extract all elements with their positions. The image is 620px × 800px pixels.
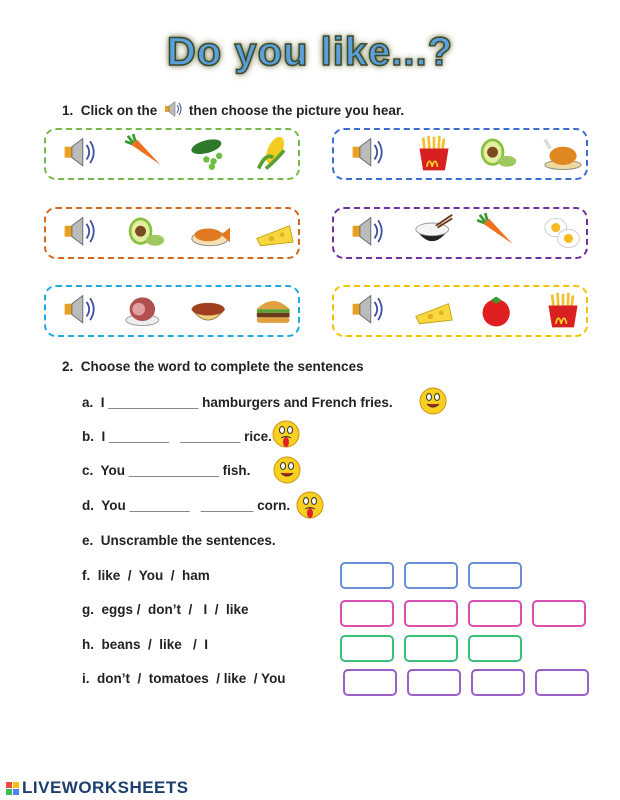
picture-option-french-fries-icon[interactable] [540, 289, 587, 333]
speaker-button-speaker-icon[interactable] [346, 289, 393, 333]
answer-drop-box[interactable] [471, 669, 525, 696]
answer-drop-box[interactable] [404, 600, 458, 627]
speaker-button-speaker-icon[interactable] [58, 132, 105, 176]
instruction-text: then choose the picture you hear. [188, 103, 405, 118]
instruction-number: 2. [62, 359, 74, 374]
answer-drop-box[interactable] [404, 635, 458, 662]
happy-face-icon [418, 386, 448, 416]
sentence-text: don’t / tomatoes / like / You [97, 671, 286, 686]
listening-box [44, 285, 300, 337]
picture-option-avocado-icon[interactable] [123, 211, 170, 255]
sentence-d [82, 498, 290, 513]
listening-box [44, 128, 300, 180]
sentence-a [82, 395, 393, 410]
answer-drop-box[interactable] [468, 562, 522, 589]
picture-option-beans-icon[interactable] [187, 289, 234, 333]
sentence-text: You ____________ fish. [100, 463, 251, 478]
picture-option-cheese-icon[interactable] [252, 211, 299, 255]
sentence-letter: d. [82, 498, 94, 513]
listening-box [332, 285, 588, 337]
speaker-icon [161, 99, 185, 119]
picture-option-peas-icon[interactable] [187, 132, 234, 176]
picture-option-carrot-icon[interactable] [123, 132, 170, 176]
sentence-i [82, 671, 286, 686]
sentence-text: I ____________ hamburgers and French fries. [100, 395, 393, 410]
answer-drop-box[interactable] [404, 562, 458, 589]
answer-drop-box[interactable] [340, 635, 394, 662]
sentence-letter: g. [82, 602, 94, 617]
listening-box [44, 207, 300, 259]
listening-box [332, 207, 588, 259]
picture-option-ham-icon[interactable] [123, 289, 170, 333]
picture-option-eggs-icon[interactable] [540, 211, 587, 255]
instruction-1 [62, 99, 404, 119]
answer-drop-box[interactable] [340, 562, 394, 589]
speaker-button-speaker-icon[interactable] [58, 211, 105, 255]
brand-name: LIVEWORKSHEETS [22, 778, 189, 797]
picture-option-tomato-icon[interactable] [475, 289, 522, 333]
worksheet-title: Do you like...? [166, 30, 454, 74]
picture-option-roast-chicken-icon[interactable] [540, 132, 587, 176]
answer-drop-box[interactable] [407, 669, 461, 696]
sentence-text: Unscramble the sentences. [100, 533, 276, 548]
answer-drop-box[interactable] [340, 600, 394, 627]
happy-face-icon [272, 455, 302, 485]
sentence-b [82, 429, 272, 444]
picture-option-french-fries-icon[interactable] [411, 132, 458, 176]
picture-option-corn-icon[interactable] [252, 132, 299, 176]
sentence-letter: f. [82, 568, 91, 583]
picture-option-avocado-icon[interactable] [475, 132, 522, 176]
answer-drop-box[interactable] [468, 635, 522, 662]
logo-icon [6, 782, 19, 795]
sentence-text: I ________ ________ rice. [101, 429, 272, 444]
instruction-text: Choose the word to complete the sentences [80, 359, 364, 374]
sentence-letter: i. [82, 671, 90, 686]
sentence-h [82, 637, 208, 652]
sentence-text: beans / like / I [101, 637, 209, 652]
sentence-text: eggs / don’t / I / like [101, 602, 249, 617]
sentence-letter: h. [82, 637, 94, 652]
sentence-letter: c. [82, 463, 94, 478]
speaker-button-speaker-icon[interactable] [346, 132, 393, 176]
instruction-2 [62, 359, 364, 374]
sentence-text: like / You / ham [97, 568, 210, 583]
sentence-text: You ________ _______ corn. [101, 498, 291, 513]
liveworksheets-logo [6, 778, 189, 798]
sentence-f [82, 568, 210, 583]
answer-drop-box[interactable] [343, 669, 397, 696]
answer-drop-box[interactable] [468, 600, 522, 627]
answer-drop-box[interactable] [532, 600, 586, 627]
instruction-text: Click on the [80, 103, 158, 118]
picture-option-fish-icon[interactable] [187, 211, 234, 255]
instruction-number: 1. [62, 103, 74, 118]
speaker-button-speaker-icon[interactable] [58, 289, 105, 333]
answer-drop-box[interactable] [535, 669, 589, 696]
sentence-letter: b. [82, 429, 94, 444]
yuck-face-icon [271, 419, 301, 449]
listening-box [332, 128, 588, 180]
sentence-letter: e. [82, 533, 94, 548]
picture-option-carrot-icon[interactable] [475, 211, 522, 255]
yuck-face-icon [295, 490, 325, 520]
picture-option-cheese-icon[interactable] [411, 289, 458, 333]
sentence-letter: a. [82, 395, 94, 410]
sentence-c [82, 463, 250, 478]
sentence-g [82, 602, 249, 617]
speaker-button-speaker-icon[interactable] [346, 211, 393, 255]
picture-option-hamburger-icon[interactable] [252, 289, 299, 333]
picture-option-rice-icon[interactable] [411, 211, 458, 255]
sentence-e [82, 533, 276, 548]
